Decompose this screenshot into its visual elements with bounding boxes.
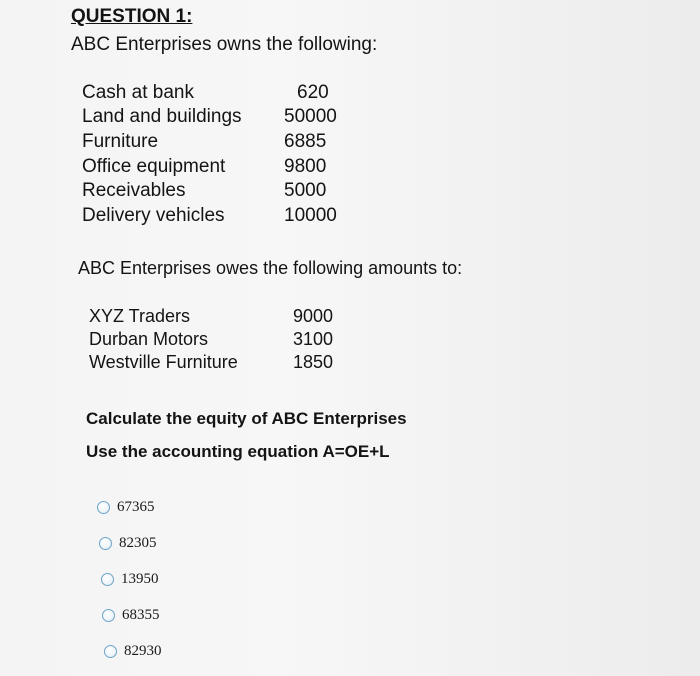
asset-label: Delivery vehicles (82, 205, 225, 226)
option-label[interactable]: 82930 (124, 643, 162, 659)
asset-value: 620 (297, 82, 329, 103)
radio-button[interactable] (99, 537, 112, 550)
asset-label: Land and buildings (82, 106, 242, 127)
liabilities-intro: ABC Enterprises owes the following amounts to: (78, 258, 463, 278)
liability-label: Westville Furniture (89, 352, 238, 372)
asset-value: 6885 (284, 131, 327, 152)
instruction-line-1: Calculate the equity of ABC Enterprises (86, 409, 407, 428)
asset-value: 10000 (284, 205, 337, 226)
option-label[interactable]: 68355 (122, 607, 160, 623)
liability-value: 9000 (293, 306, 334, 326)
liability-value: 1850 (293, 352, 334, 372)
liability-label: XYZ Traders (89, 306, 191, 326)
liability-label: Durban Motors (89, 329, 209, 349)
assets-intro: ABC Enterprises owns the following: (71, 34, 378, 55)
radio-button[interactable] (102, 609, 115, 622)
radio-button[interactable] (104, 645, 117, 658)
asset-value: 50000 (284, 106, 337, 127)
asset-label: Office equipment (82, 156, 226, 177)
option-label[interactable]: 67365 (117, 499, 155, 515)
asset-label: Cash at bank (82, 82, 194, 103)
radio-button[interactable] (101, 573, 114, 586)
asset-label: Furniture (82, 131, 159, 152)
asset-label: Receivables (82, 180, 186, 201)
liability-value: 3100 (293, 329, 334, 349)
asset-value: 5000 (284, 180, 327, 201)
option-label[interactable]: 82305 (119, 535, 157, 551)
instruction-line-2: Use the accounting equation A=OE+L (86, 442, 390, 461)
question-title: QUESTION 1: (71, 6, 193, 27)
asset-value: 9800 (284, 156, 327, 177)
option-label[interactable]: 13950 (121, 571, 159, 587)
radio-button[interactable] (97, 501, 110, 514)
